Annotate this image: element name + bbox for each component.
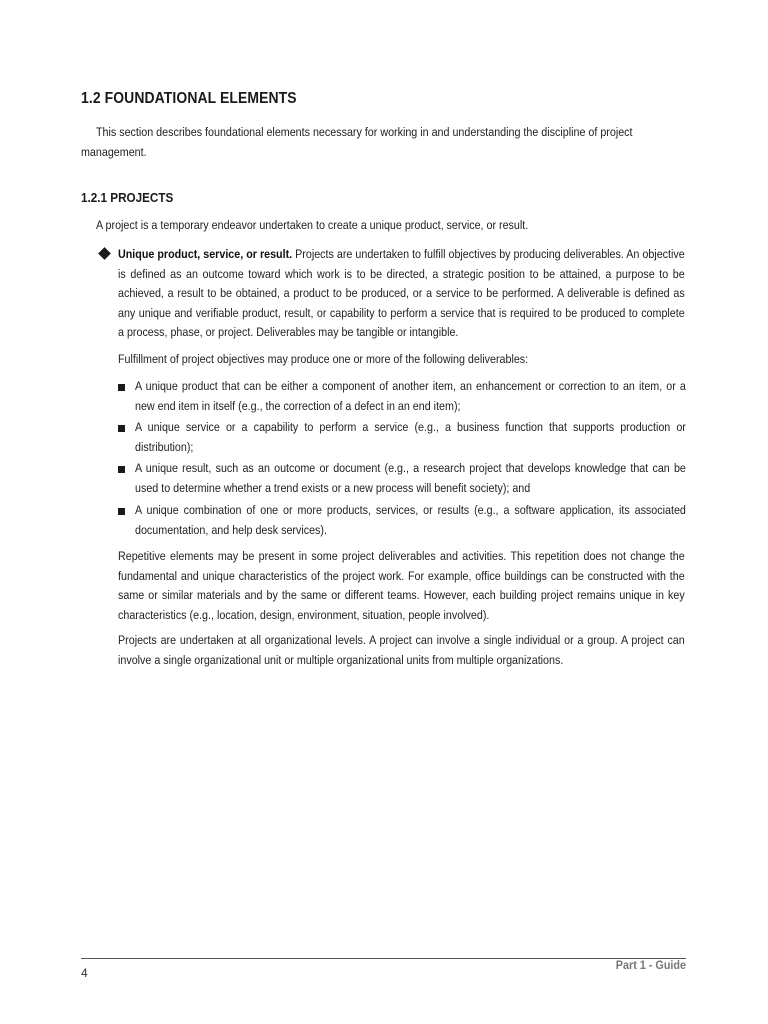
square-bullet-icon: [118, 466, 125, 473]
project-definition: A project is a temporary endeavor undertaken to create a unique product, service, or result.: [96, 218, 529, 232]
section-heading: 1.2 FOUNDATIONAL ELEMENTS: [81, 90, 297, 107]
page-number: 4: [81, 966, 88, 980]
repetitive-elements-paragraph: Repetitive elements may be present in some project deliverables and activities. This repetition does not change the fundamental and unique characteristics of the project work. For example, office buildings can be constructed with the same or similar materials and by the same or different teams. However, each building project remains unique in key characteristics (e.g., location, design, environment, situation, people involved).: [118, 549, 685, 622]
unique-product-text: Projects are undertaken to fulfill objectives by producing deliverables. An objective is defined as an outcome toward which work is to be directed, a strategic position to be attained, a purpose to be achieved, a result to be obtained, a product to be produced, or a service to be performed. A deliverable is defined as any unique and verifiable product, result, or capability to perform a service that is required to be produced to complete a process, phase, or project. Deliverables may be tangible or intangible.: [118, 247, 685, 339]
square-bullet-icon: [118, 425, 125, 432]
footer-rule: [81, 958, 686, 959]
unique-product-paragraph: [118, 245, 685, 343]
unique-product-lead: Unique product, service, or result.: [118, 247, 293, 261]
deliverable-item: A unique result, such as an outcome or document (e.g., a research project that develops knowledge that can be used to determine whether a trend exists or a new process will benefit society); and: [135, 461, 686, 495]
deliverable-item: A unique product that can be either a component of another item, an enhancement or correction to an item, or a new end item in itself (e.g., the correction of a defect in an end item);: [135, 379, 686, 413]
section-intro: This section describes foundational elements necessary for working in and understanding the discipline of project management.: [81, 125, 633, 159]
deliverable-item: A unique service or a capability to perform a service (e.g., a business function that supports production or distribution);: [135, 420, 686, 454]
organizational-levels-paragraph: Projects are undertaken at all organizational levels. A project can involve a single individual or a group. A project can involve a single organizational unit or multiple organizational units from multiple organizations.: [118, 633, 685, 667]
square-bullet-icon: [118, 384, 125, 391]
footer-part-label: Part 1 - Guide: [615, 958, 686, 972]
square-bullet-icon: [118, 508, 125, 515]
fulfillment-paragraph: Fulfillment of project objectives may produce one or more of the following deliverables:: [118, 352, 529, 366]
diamond-bullet-icon: [98, 247, 111, 260]
subsection-heading: 1.2.1 PROJECTS: [81, 190, 174, 205]
deliverable-item: A unique combination of one or more products, services, or results (e.g., a software application, its associated documentation, and help desk services).: [135, 503, 686, 537]
